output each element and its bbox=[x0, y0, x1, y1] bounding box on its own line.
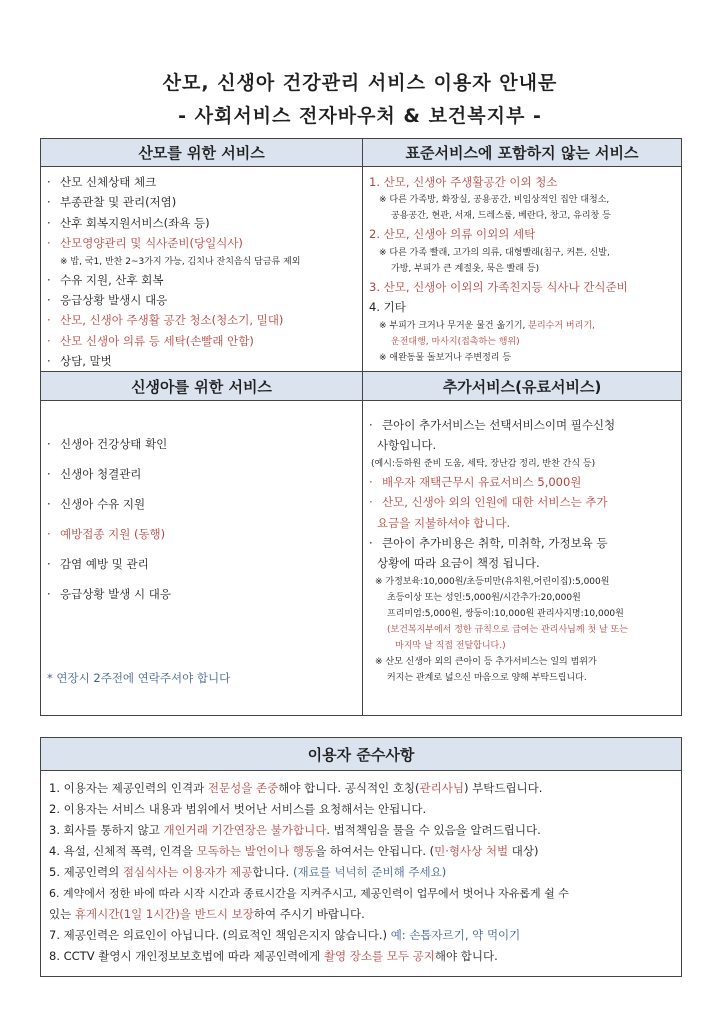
extra-service-heading: 추가서비스(유료서비스) bbox=[363, 372, 681, 400]
rule-item: 7. 제공인력은 의료인이 아닙니다. (의료적인 책임은지지 않습니다.) 예: 손톱자르기, 약 먹이기 bbox=[49, 928, 521, 942]
list-item: · 신생아 청결관리 bbox=[47, 467, 142, 481]
excluded-service-heading: 표준서비스에 포함하지 않는 서비스 bbox=[363, 139, 681, 166]
fee-note: 프리미엄:5,000원, 쌍둥이:10,000원 관리사지명:10,000원 bbox=[387, 608, 624, 619]
list-item: · 신생아 수유 지원 bbox=[47, 497, 146, 511]
list-item: · 수유 지원, 산후 회복 bbox=[47, 272, 164, 287]
list-note: 운전대행, 마사지(접촉하는 행위) bbox=[391, 336, 520, 347]
list-item: · 산모 신체상태 체크 bbox=[47, 175, 157, 189]
list-item: 요금을 지불하셔야 합니다. bbox=[377, 515, 511, 530]
rule-item: 6. 계약에서 정한 바에 따라 시작 시간과 종료시간을 지켜주시고, 제공인력이 업무에서 벗어나 자유롭게 쉴 수 bbox=[49, 887, 569, 900]
list-note: ※ 밥, 국1, 반찬 2~3가지 가능, 김치나 잔치음식 담금류 제외 bbox=[60, 256, 301, 267]
rule-item: 8. CCTV 촬영시 개인정보보호법에 따라 제공인력에게 촬영 장소를 모두 공지해야 합니다. bbox=[49, 949, 498, 963]
list-item: · 상담, 말벗 bbox=[47, 354, 112, 369]
list-item: · 큰아이 추가서비스는 선택서비스이며 필수신청 bbox=[369, 418, 616, 432]
table-divider-vertical bbox=[362, 139, 363, 715]
list-item: · 산후 회복지원서비스(좌욕 등) bbox=[47, 215, 210, 230]
rules-divider bbox=[41, 770, 681, 771]
fee-note: 커지는 관계로 넓으신 마음으로 양해 부탁드립니다. bbox=[387, 672, 587, 683]
list-item: 1. 산모, 신생아 주생활공간 이외 청소 bbox=[369, 175, 558, 189]
fee-note: 마지막 날 직접 전달합니다.) bbox=[395, 640, 506, 651]
list-item: 4. 기타 bbox=[369, 300, 406, 315]
newborn-service-list bbox=[47, 429, 359, 609]
excluded-service-list bbox=[369, 172, 677, 366]
list-note: 공용공간, 현관, 서재, 드레스룸, 베란다, 창고, 유리창 등 bbox=[391, 211, 611, 222]
rules-heading: 이용자 준수사항 bbox=[41, 738, 681, 770]
list-item: · 큰아이 추가비용은 취학, 미취학, 가정보육 등 bbox=[369, 536, 608, 551]
extension-note: * 연장시 2주전에 연락주셔야 합니다 bbox=[47, 671, 231, 685]
list-item: 상황에 따라 요금이 책정 됩니다. bbox=[377, 556, 540, 571]
fee-note: (보건복지부에서 정한 규칙으로 급여는 관리사님께 첫 날 또는 bbox=[387, 624, 628, 635]
list-item: · 산모 신생아 의류 등 세탁(손빨래 안함) bbox=[47, 333, 254, 348]
list-item: · 감염 예방 및 관리 bbox=[47, 557, 149, 571]
extra-service-list bbox=[369, 415, 677, 686]
list-item: 3. 산모, 신생아 이외의 가족친지등 식사나 간식준비 bbox=[369, 279, 628, 294]
list-item: · 신생아 건강상태 확인 bbox=[47, 437, 168, 451]
page-subtitle: - 사회서비스 전자바우처 & 보건복지부 - bbox=[178, 105, 542, 127]
list-item: · 응급상황 발생 시 대응 bbox=[47, 587, 171, 601]
table-divider bbox=[41, 166, 681, 167]
list-item: · 예방접종 지원 (동행) bbox=[47, 527, 166, 541]
list-item: 사항입니다. bbox=[377, 438, 437, 453]
list-note: ※ 다른 가족 빨래, 고가의 의류, 대형빨래(침구, 커튼, 신발, bbox=[379, 247, 610, 258]
newborn-service-heading: 신생아를 위한 서비스 bbox=[41, 372, 362, 400]
fee-note: 초등이상 또는 성인:5,000원/시간추가:20,000원 bbox=[387, 592, 581, 603]
fee-note: ※ 가정보육:10,000원/초등미만(유치원,어린이집):5,000원 bbox=[375, 576, 610, 587]
rule-item: 5. 제공인력의 점심식사는 이용자가 제공합니다. (재료를 넉넉히 준비해 주세요) bbox=[49, 865, 447, 879]
rule-item: 3. 회사를 통하지 않고 개인거래 기간연장은 불가합니다. 법적책임을 물을 수 있음을 알려드립니다. bbox=[49, 823, 541, 837]
rule-item: 1. 이용자는 제공인력의 인격과 전문성을 존중해야 합니다. 공식적인 호칭(관리사님) 부탁드립니다. bbox=[49, 781, 543, 795]
list-item: · 산모, 신생아 주생활 공간 청소(청소기, 밀대) bbox=[47, 313, 284, 328]
list-item: · 부종관찰 및 관리(저염) bbox=[47, 195, 177, 210]
service-table bbox=[40, 138, 682, 716]
list-note: ※ 다른 가족방, 화장실, 공용공간, 비임상적인 집안 대청소, bbox=[379, 195, 610, 206]
user-rules-box bbox=[40, 737, 682, 977]
list-item: · 배우자 재택근무시 유료서비스 5,000원 bbox=[369, 474, 582, 489]
mother-service-list bbox=[47, 172, 359, 372]
list-item: · 응급상황 발생시 대응 bbox=[47, 293, 168, 308]
fee-note: ※ 산모 신생아 외의 큰아이 등 추가서비스는 일의 범위가 bbox=[375, 656, 597, 667]
mother-service-heading: 산모를 위한 서비스 bbox=[41, 139, 362, 166]
rule-item: 2. 이용자는 서비스 내용과 범위에서 벗어난 서비스를 요청해서는 안됩니다. bbox=[49, 802, 427, 816]
list-note: ※ 애완동물 돌보거나 주변정리 등 bbox=[379, 352, 512, 363]
list-item: · 산모영양관리 및 식사준비(당일식사) bbox=[47, 236, 243, 251]
list-note: (예시:등하원 준비 도움, 세탁, 장난감 정리, 반찬 간식 등) bbox=[371, 458, 596, 469]
rule-item: 있는 휴게시간(1일 1시간)을 반드시 보장하여 주시기 바랍니다. bbox=[49, 907, 365, 921]
page-title: 산모, 신생아 건강관리 서비스 이용자 안내문 bbox=[162, 72, 558, 94]
list-item: 2. 산모, 신생아 의류 이외의 세탁 bbox=[369, 227, 536, 242]
list-item: · 산모, 신생아 외의 인원에 대한 서비스는 추가 bbox=[369, 495, 608, 510]
list-note: 가방, 부피가 큰 계절옷, 묵은 빨래 등) bbox=[391, 263, 540, 274]
list-note: ※ 부피가 크거나 무거운 물건 옮기기, 분리수거 버리기, bbox=[379, 320, 595, 331]
rule-item: 4. 욕설, 신체적 폭력, 인격을 모독하는 발언이나 행동을 하여서는 안됩니다. (민·형사상 처벌 대상) bbox=[49, 844, 539, 858]
table-divider bbox=[41, 400, 681, 401]
